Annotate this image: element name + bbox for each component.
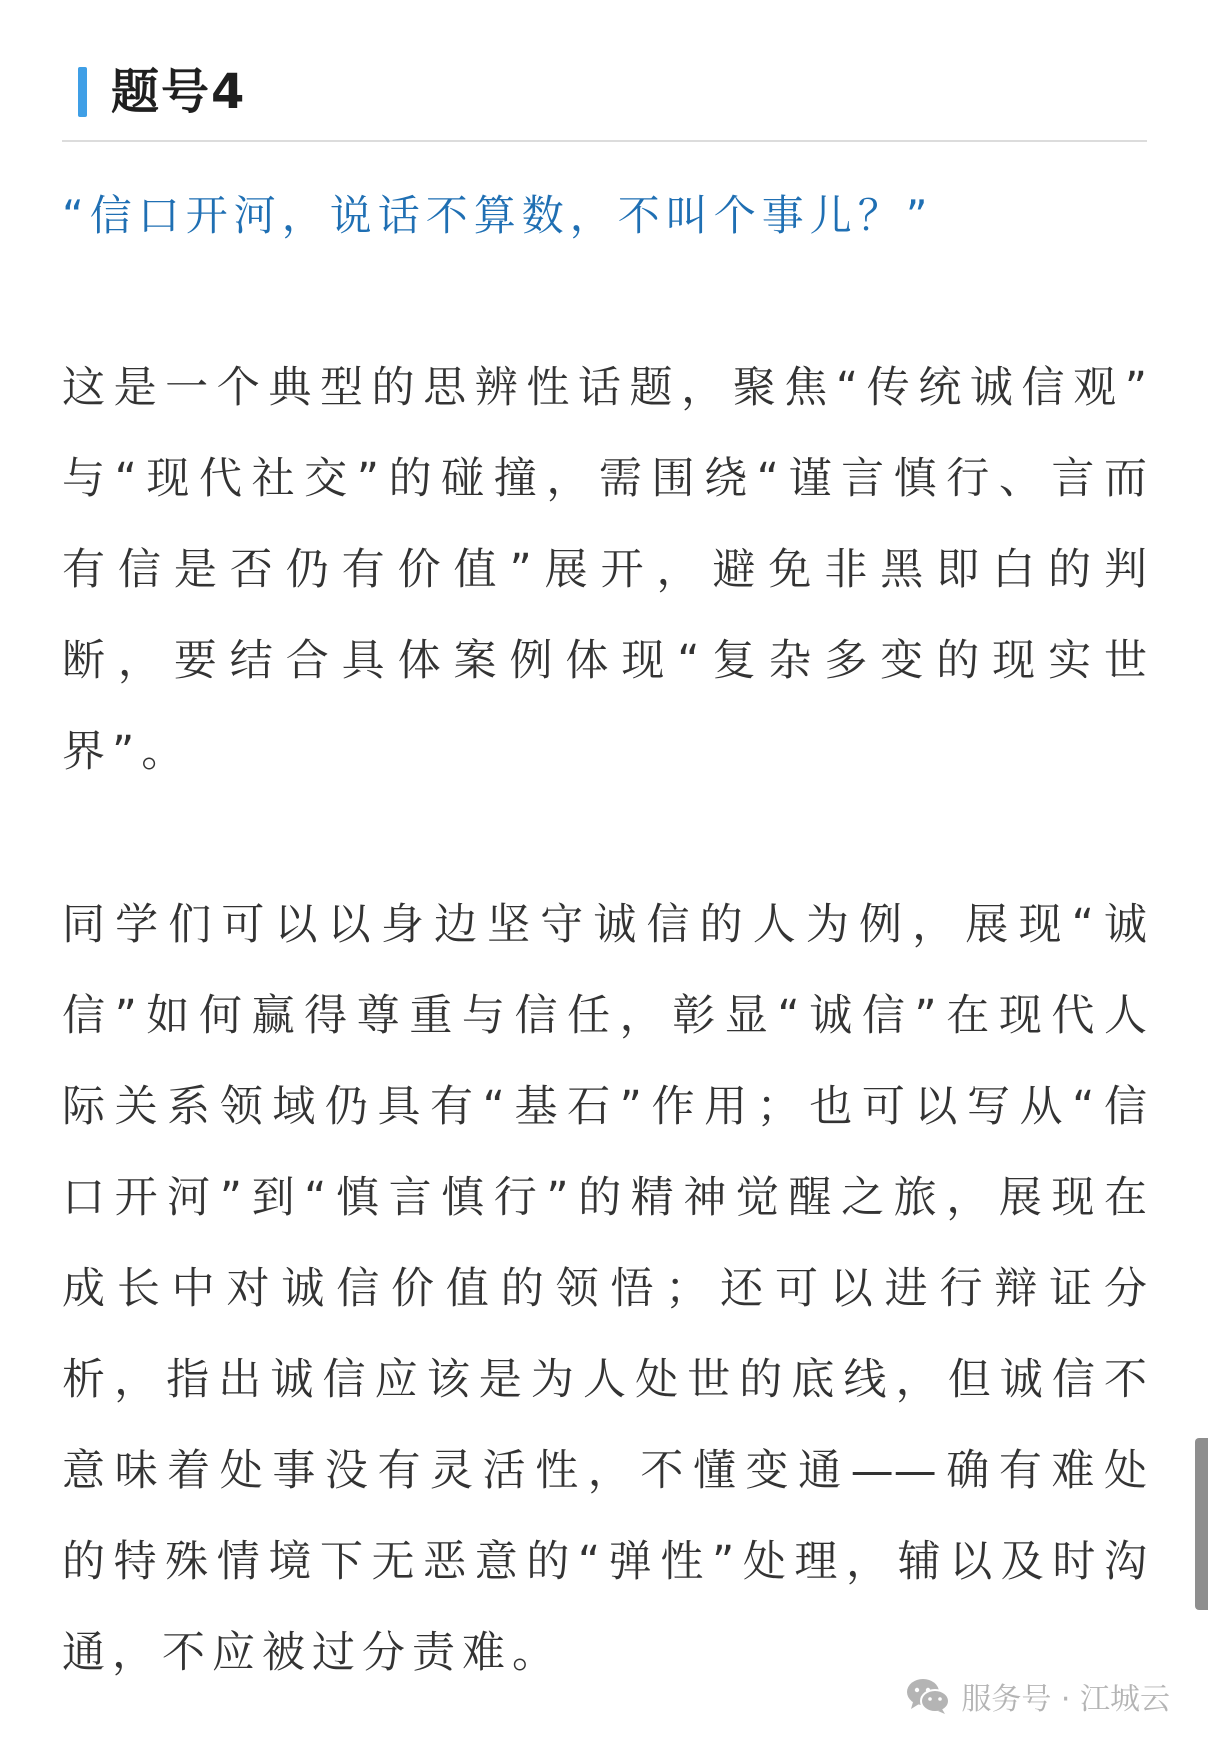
paragraph-line: 断，要结合具体案例体现“复杂多变的现实世 xyxy=(62,636,1147,686)
paragraph-line: 成长中对诚信价值的领悟；还可以进行辩证分 xyxy=(62,1264,1147,1314)
question-title: 题号4 xyxy=(111,64,247,120)
paragraph-line: 析，指出诚信应该是为人处世的底线，但诚信不 xyxy=(62,1355,1147,1405)
source-watermark xyxy=(905,1672,1170,1720)
paragraph-line: 信”如何赢得尊重与信任，彰显“诚信”在现代人 xyxy=(62,991,1147,1041)
paragraph-line: 界”。 xyxy=(62,727,192,777)
paragraph-line: 的特殊情境下无恶意的“弹性”处理，辅以及时沟 xyxy=(62,1537,1147,1587)
wechat-icon xyxy=(905,1676,951,1716)
paragraph-line: 这是一个典型的思辨性话题，聚焦“传统诚信观” xyxy=(62,363,1147,413)
paragraph-line: 通，不应被过分责难。 xyxy=(62,1628,562,1678)
paragraph xyxy=(62,343,1147,798)
header-accent-bar xyxy=(78,67,87,117)
question-subtitle: “信口开河，说话不算数，不叫个事儿？” xyxy=(62,191,934,240)
paragraph xyxy=(62,880,1147,1699)
question-header xyxy=(78,62,246,122)
paragraph-line: 有信是否仍有价值”展开，避免非黑即白的判 xyxy=(62,545,1147,595)
paragraph-line: 意味着处事没有灵活性，不懂变通——确有难处 xyxy=(62,1446,1147,1496)
source-label: 服务号 · 江城云 xyxy=(961,1682,1170,1717)
paragraph-line: 口开河”到“慎言慎行”的精神觉醒之旅，展现在 xyxy=(62,1173,1147,1223)
paragraph-line: 与“现代社交”的碰撞，需围绕“谨言慎行、言而 xyxy=(62,454,1147,504)
scrollbar-thumb[interactable] xyxy=(1195,1438,1208,1610)
header-divider xyxy=(62,140,1147,142)
paragraph-line: 同学们可以以身边坚守诚信的人为例，展现“诚 xyxy=(62,900,1147,950)
paragraph-line: 际关系领域仍具有“基石”作用；也可以写从“信 xyxy=(62,1082,1147,1132)
